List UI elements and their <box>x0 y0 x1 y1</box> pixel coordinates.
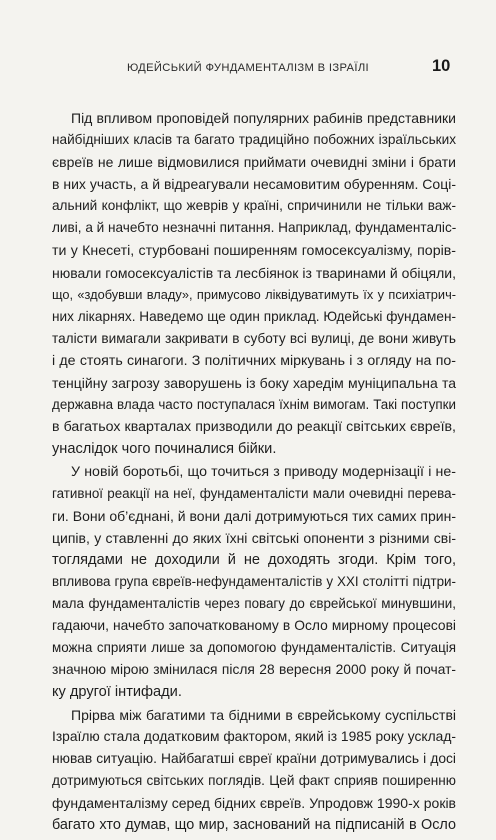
paragraph-1-line-13: тенційну загрозу заворушень із боку харедім муніципальна та <box>52 375 456 392</box>
paragraph-1-line-4: в них участь, а й відреагували несамовитим обуренням. Соці- <box>52 176 456 193</box>
paragraph-1-line-8: нювали гомосексуалістів та лесбіянок із тваринами й обіцяли, <box>52 264 456 281</box>
paragraph-3-line-3: нював ситуацію. Найбагатші євреї країни дотримувались і досі <box>52 750 456 766</box>
paragraph-1-line-2: найбідніших класів та багато традиційно побожних ізраїльських <box>52 132 456 148</box>
paragraph-1-line-10: них лікарнях. Наведемо ще один приклад. Юдейські фундамен- <box>52 308 456 324</box>
paragraph-3-line-4: дотримуються світських поглядів. Цей факт сприяв поширенню <box>52 772 456 788</box>
paragraph-1-line-16: унаслідок чого починалися бійки. <box>52 441 277 458</box>
paragraph-1-line-15: в багатьох кварталах призводили до реакції світських євреїв, <box>52 419 456 436</box>
paragraph-2-line-10: значною мірою змінилася після 28 вересня 2000 року й почат- <box>52 662 456 678</box>
paragraph-1-line-7: ти у Кнесеті, стурбовані поширенням гомосексуалізму, порів- <box>52 242 456 259</box>
paragraph-2-line-1: У новій боротьбі, що точиться з приводу модернізації і не- <box>71 463 456 480</box>
paragraph-1-line-12: і де стоять синагоги. З політичних міркувань і з огляду на по- <box>52 353 456 370</box>
page-number: 10 <box>432 57 451 75</box>
running-head: ЮДЕЙСЬКИЙ ФУНДАМЕНТАЛІЗМ В ІЗРАЇЛІ <box>127 62 369 74</box>
paragraph-1-line-14: державна влада часто поступалася їхнім вимогам. Такі поступки <box>52 397 456 413</box>
paragraph-1-line-5: альний конфлікт, що жеврів у країні, спричинили не тільки важ- <box>52 198 456 214</box>
paragraph-3-line-2: Ізраїлю стала додатковим фактором, який із 1985 року усклад- <box>52 728 456 744</box>
paragraph-2-line-9: можна сприяти лише за допомогою фундаменталістів. Ситуація <box>52 640 456 656</box>
paragraph-2-line-4: ципів, у ставленні до яких їхні світські опоненти з різними сві- <box>52 529 456 546</box>
paragraph-1-line-1: Під впливом проповідей популярних рабинів представники <box>71 110 456 126</box>
paragraph-2-line-5: тоглядами не доходили й не доходять згоди. Крім того, <box>52 551 456 568</box>
paragraph-3-line-5: фундаменталізму серед бідних євреїв. Упродовж 1990-х років <box>52 794 456 811</box>
body-text <box>52 107 456 836</box>
paragraph-3-line-1: Прірва між багатими та бідними в єврейському суспільстві <box>71 706 456 723</box>
paragraph-1-line-9: що, «здобувши владу», примусово ліквідуватимуть їх у психіатрич- <box>52 286 456 302</box>
paragraph-2-line-7: мала фундаменталістів через повагу до єврейської минувшини, <box>52 596 456 612</box>
paragraph-1-line-3: євреїв не лише відмовилися приймати очевидні зміни і брати <box>52 154 456 171</box>
paragraph-1-line-11: талісти вимагали закривати в суботу всі вулиці, де вони живуть <box>52 330 456 346</box>
paragraph-2-line-6: впливова група євреїв-нефундаменталістів у XXI столітті підтри- <box>52 573 456 589</box>
paragraph-2-line-8: гадаючи, начебто започаткованому в Осло мирному процесові <box>52 618 456 634</box>
paragraph-1-line-6: ливі, а й начебто незначні питання. Наприклад, фундаменталіс- <box>52 220 457 236</box>
paragraph-3-line-6: багато хто думав, що мир, заснований на підписаній в Осло <box>52 817 456 833</box>
paragraph-2-line-11: ку другої інтифади. <box>52 684 182 701</box>
paragraph-2-line-2: гативної реакції на неї, фундаменталісти мали очевидні перева- <box>52 485 456 501</box>
paragraph-2-line-3: ги. Вони об’єднані, й вони далі дотримуються тих самих прин- <box>52 507 456 524</box>
